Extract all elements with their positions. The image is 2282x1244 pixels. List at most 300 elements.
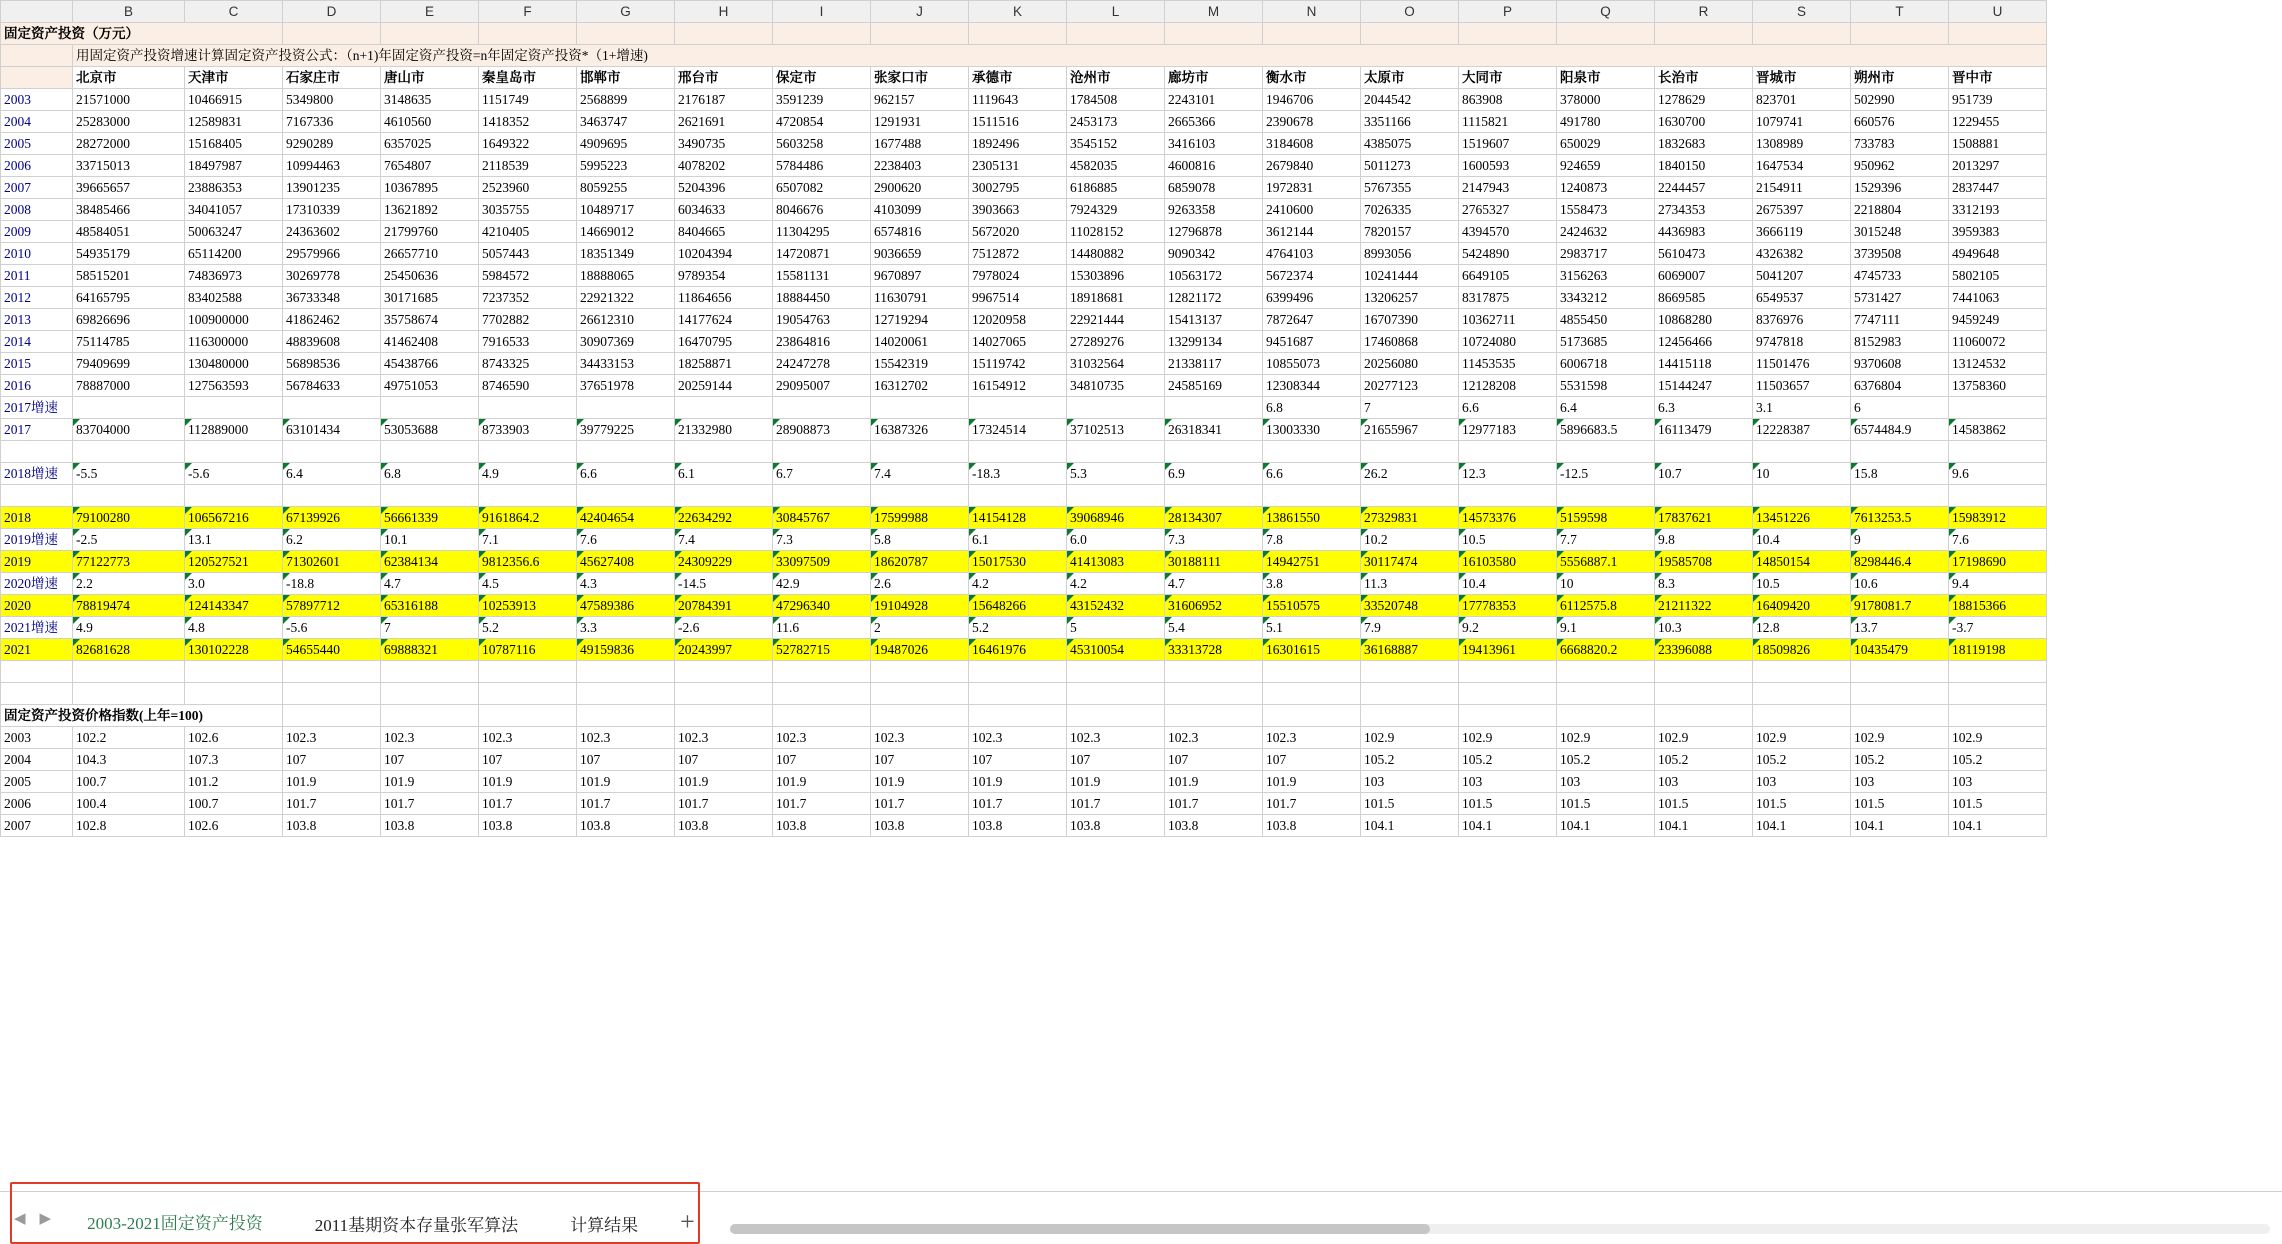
cell[interactable]: 101.7	[283, 793, 381, 815]
cell[interactable]: 7.6	[1949, 529, 2047, 551]
row-label[interactable]: 2019	[1, 551, 73, 573]
cell[interactable]: 78887000	[73, 375, 185, 397]
cell[interactable]: 10.1	[381, 529, 479, 551]
cell[interactable]: 101.5	[1557, 793, 1655, 815]
cell[interactable]: -12.5	[1557, 463, 1655, 485]
cell[interactable]: 101.9	[675, 771, 773, 793]
cell[interactable]: 24363602	[283, 221, 381, 243]
cell[interactable]: 8298446.4	[1851, 551, 1949, 573]
cell[interactable]: 54935179	[73, 243, 185, 265]
cell[interactable]: 34810735	[1067, 375, 1165, 397]
cell[interactable]: 9161864.2	[479, 507, 577, 529]
cell[interactable]: 9263358	[1165, 199, 1263, 221]
cell[interactable]: 7654807	[381, 155, 479, 177]
cell[interactable]: 2118539	[479, 155, 577, 177]
cell[interactable]: 12228387	[1753, 419, 1851, 441]
cell[interactable]: 15648266	[969, 595, 1067, 617]
cell[interactable]: 8046676	[773, 199, 871, 221]
cell[interactable]: 39665657	[73, 177, 185, 199]
cell[interactable]: 7.6	[577, 529, 675, 551]
empty-cell[interactable]	[871, 441, 969, 463]
cell[interactable]: 103.8	[479, 815, 577, 837]
cell[interactable]: 8152983	[1851, 331, 1949, 353]
cell[interactable]: 3416103	[1165, 133, 1263, 155]
cell[interactable]: 1229455	[1949, 111, 2047, 133]
empty-cell[interactable]	[479, 661, 577, 683]
column-header-B[interactable]: B	[73, 1, 185, 23]
cell[interactable]: 107	[969, 749, 1067, 771]
cell[interactable]: 16301615	[1263, 639, 1361, 661]
cell[interactable]: 16387326	[871, 419, 969, 441]
cell[interactable]: 6399496	[1263, 287, 1361, 309]
empty-cell[interactable]	[1067, 23, 1165, 45]
empty-cell[interactable]	[479, 485, 577, 507]
sheet-tabs[interactable]	[61, 1206, 664, 1244]
column-header-I[interactable]: I	[773, 1, 871, 23]
cell[interactable]: 1892496	[969, 133, 1067, 155]
cell[interactable]: 102.3	[1263, 727, 1361, 749]
cell[interactable]: 4745733	[1851, 265, 1949, 287]
cell[interactable]: 1630700	[1655, 111, 1753, 133]
cell[interactable]: 2765327	[1459, 199, 1557, 221]
cell[interactable]: 5424890	[1459, 243, 1557, 265]
empty-cell[interactable]	[1361, 661, 1459, 683]
cell[interactable]: 104.1	[1949, 815, 2047, 837]
cell[interactable]: 9290289	[283, 133, 381, 155]
cell[interactable]: 101.5	[1655, 793, 1753, 815]
cell[interactable]: 6	[1851, 397, 1949, 419]
cell[interactable]: 1511516	[969, 111, 1067, 133]
cell[interactable]: 16113479	[1655, 419, 1753, 441]
cell[interactable]: 4326382	[1753, 243, 1851, 265]
cell[interactable]: 14177624	[675, 309, 773, 331]
prev-sheet-icon[interactable]: ◀	[14, 1210, 26, 1227]
cell[interactable]: 4.5	[479, 573, 577, 595]
empty-cell[interactable]	[1361, 441, 1459, 463]
cell[interactable]: 4600816	[1165, 155, 1263, 177]
cell[interactable]: 28908873	[773, 419, 871, 441]
cell[interactable]: 4855450	[1557, 309, 1655, 331]
cell[interactable]: 26612310	[577, 309, 675, 331]
cell[interactable]: 5784486	[773, 155, 871, 177]
cell[interactable]: 105.2	[1459, 749, 1557, 771]
cell[interactable]: 13451226	[1753, 507, 1851, 529]
cell[interactable]: 14573376	[1459, 507, 1557, 529]
cell[interactable]: 6376804	[1851, 375, 1949, 397]
cell[interactable]: 21211322	[1655, 595, 1753, 617]
cell[interactable]	[871, 397, 969, 419]
cell[interactable]: 79100280	[73, 507, 185, 529]
cell[interactable]: 1840150	[1655, 155, 1753, 177]
cell[interactable]: 107	[1067, 749, 1165, 771]
cell[interactable]: 101.7	[381, 793, 479, 815]
cell[interactable]: 6668820.2	[1557, 639, 1655, 661]
cell[interactable]: 107	[381, 749, 479, 771]
row-label[interactable]: 2021	[1, 639, 73, 661]
empty-cell[interactable]	[1, 485, 73, 507]
cell[interactable]: 3035755	[479, 199, 577, 221]
cell[interactable]: 101.2	[185, 771, 283, 793]
cell[interactable]: 21655967	[1361, 419, 1459, 441]
empty-cell[interactable]	[1459, 485, 1557, 507]
cell[interactable]: 23864816	[773, 331, 871, 353]
cell[interactable]: 63101434	[283, 419, 381, 441]
cell[interactable]: 101.5	[1361, 793, 1459, 815]
cell[interactable]: 16461976	[969, 639, 1067, 661]
cell[interactable]: 31606952	[1165, 595, 1263, 617]
cell[interactable]: -18.8	[283, 573, 381, 595]
cell[interactable]: 101.7	[969, 793, 1067, 815]
cell[interactable]: 1079741	[1753, 111, 1851, 133]
row-label[interactable]: 2016	[1, 375, 73, 397]
empty-cell[interactable]	[1067, 661, 1165, 683]
cell[interactable]: 103	[1753, 771, 1851, 793]
horizontal-scrollbar-thumb[interactable]	[730, 1224, 1430, 1234]
cell[interactable]: 9812356.6	[479, 551, 577, 573]
cell[interactable]	[1949, 397, 2047, 419]
cell[interactable]: 103.8	[675, 815, 773, 837]
cell[interactable]: 6186885	[1067, 177, 1165, 199]
cell[interactable]: 36168887	[1361, 639, 1459, 661]
cell[interactable]: 100900000	[185, 309, 283, 331]
cell[interactable]: 7916533	[479, 331, 577, 353]
cell[interactable]: 5349800	[283, 89, 381, 111]
row-label[interactable]: 2020增速	[1, 573, 73, 595]
empty-cell[interactable]	[283, 23, 381, 45]
cell[interactable]: 101.9	[773, 771, 871, 793]
cell[interactable]: 49751053	[381, 375, 479, 397]
empty-cell[interactable]	[1067, 441, 1165, 463]
empty-cell[interactable]	[1557, 485, 1655, 507]
cell[interactable]: 2238403	[871, 155, 969, 177]
cell[interactable]: 3156263	[1557, 265, 1655, 287]
empty-cell[interactable]	[1753, 661, 1851, 683]
cell[interactable]: 7.3	[773, 529, 871, 551]
cell[interactable]: 15168405	[185, 133, 283, 155]
cell[interactable]: 21332980	[675, 419, 773, 441]
cell[interactable]: 18497987	[185, 155, 283, 177]
cell[interactable]: 41862462	[283, 309, 381, 331]
cell[interactable]	[969, 397, 1067, 419]
empty-cell[interactable]	[1459, 23, 1557, 45]
cell[interactable]: 36733348	[283, 287, 381, 309]
cell[interactable]: 21571000	[73, 89, 185, 111]
cell[interactable]: 18884450	[773, 287, 871, 309]
cell[interactable]: 9036659	[871, 243, 969, 265]
cell[interactable]: 12020958	[969, 309, 1067, 331]
cell[interactable]: 5159598	[1557, 507, 1655, 529]
empty-cell[interactable]	[1263, 485, 1361, 507]
cell[interactable]: 48584051	[73, 221, 185, 243]
cell[interactable]: 64165795	[73, 287, 185, 309]
cell[interactable]: 18351349	[577, 243, 675, 265]
cell[interactable]: 4.3	[577, 573, 675, 595]
cell[interactable]: 2013297	[1949, 155, 2047, 177]
cell[interactable]: 103.8	[283, 815, 381, 837]
cell[interactable]: 3312193	[1949, 199, 2047, 221]
cell[interactable]: 9747818	[1753, 331, 1851, 353]
cell[interactable]: 102.6	[185, 815, 283, 837]
cell[interactable]: -5.6	[185, 463, 283, 485]
cell[interactable]: 26318341	[1165, 419, 1263, 441]
empty-cell[interactable]	[1949, 683, 2047, 705]
cell[interactable]: 7872647	[1263, 309, 1361, 331]
cell[interactable]: 101.7	[479, 793, 577, 815]
cell[interactable]: 17599988	[871, 507, 969, 529]
row-label[interactable]: 2015	[1, 353, 73, 375]
cell[interactable]: 3.8	[1263, 573, 1361, 595]
cell[interactable]: 13621892	[381, 199, 479, 221]
next-sheet-icon[interactable]: ▶	[39, 1210, 52, 1227]
cell[interactable]: 101.7	[1165, 793, 1263, 815]
cell[interactable]: 62384134	[381, 551, 479, 573]
cell[interactable]: 102.9	[1655, 727, 1753, 749]
cell[interactable]: 5.2	[969, 617, 1067, 639]
empty-cell[interactable]	[969, 23, 1067, 45]
cell[interactable]: 3739508	[1851, 243, 1949, 265]
cell[interactable]: 5057443	[479, 243, 577, 265]
cell[interactable]: 4394570	[1459, 221, 1557, 243]
cell[interactable]: 71302601	[283, 551, 381, 573]
cell[interactable]: 19054763	[773, 309, 871, 331]
cell[interactable]: 6.6	[577, 463, 675, 485]
cell[interactable]: 13901235	[283, 177, 381, 199]
empty-cell[interactable]	[1753, 23, 1851, 45]
cell[interactable]: 120527521	[185, 551, 283, 573]
cell[interactable]: 1647534	[1753, 155, 1851, 177]
cell[interactable]: 7.4	[871, 463, 969, 485]
cell[interactable]: 4720854	[773, 111, 871, 133]
cell[interactable]: 16312702	[871, 375, 969, 397]
cell[interactable]: 4.9	[479, 463, 577, 485]
cell[interactable]: 10724080	[1459, 331, 1557, 353]
row-label[interactable]: 2008	[1, 199, 73, 221]
cell[interactable]: 53053688	[381, 419, 479, 441]
empty-cell[interactable]	[577, 485, 675, 507]
cell[interactable]: 5531598	[1557, 375, 1655, 397]
cell[interactable]: 11864656	[675, 287, 773, 309]
cell[interactable]: 23396088	[1655, 639, 1753, 661]
cell[interactable]: 12.8	[1753, 617, 1851, 639]
cell[interactable]: 5603258	[773, 133, 871, 155]
cell[interactable]: 19487026	[871, 639, 969, 661]
cell[interactable]: 103	[1851, 771, 1949, 793]
empty-cell[interactable]	[1459, 705, 1557, 727]
cell[interactable]: 1558473	[1557, 199, 1655, 221]
empty-cell[interactable]	[675, 683, 773, 705]
cell[interactable]: 14942751	[1263, 551, 1361, 573]
cell[interactable]: 2243101	[1165, 89, 1263, 111]
row-label[interactable]: 2019增速	[1, 529, 73, 551]
cell[interactable]: 2523960	[479, 177, 577, 199]
cell[interactable]: 6507082	[773, 177, 871, 199]
cell[interactable]: 17778353	[1459, 595, 1557, 617]
sheet-tab-2[interactable]: 计算结果	[570, 1216, 639, 1235]
cell[interactable]: 14020061	[871, 331, 969, 353]
cell[interactable]: 2244457	[1655, 177, 1753, 199]
cell[interactable]	[479, 397, 577, 419]
cell[interactable]: 33097509	[773, 551, 871, 573]
cell[interactable]: 16154912	[969, 375, 1067, 397]
cell[interactable]: 3148635	[381, 89, 479, 111]
cell[interactable]: 14720871	[773, 243, 871, 265]
empty-cell[interactable]	[871, 683, 969, 705]
cell[interactable]: 5173685	[1557, 331, 1655, 353]
empty-cell[interactable]	[675, 23, 773, 45]
cell[interactable]: 1784508	[1067, 89, 1165, 111]
cell[interactable]: 101.9	[381, 771, 479, 793]
cell[interactable]: 107	[479, 749, 577, 771]
sheet-tab-bar[interactable]	[0, 1191, 2282, 1244]
cell[interactable]: 2218804	[1851, 199, 1949, 221]
empty-cell[interactable]	[479, 441, 577, 463]
empty-cell[interactable]	[1459, 441, 1557, 463]
cell[interactable]: 5011273	[1361, 155, 1459, 177]
cell[interactable]: 103.8	[577, 815, 675, 837]
empty-cell[interactable]	[185, 661, 283, 683]
cell[interactable]: 3545152	[1067, 133, 1165, 155]
cell[interactable]: 100.4	[73, 793, 185, 815]
cell[interactable]: 1508881	[1949, 133, 2047, 155]
empty-cell[interactable]	[675, 441, 773, 463]
cell[interactable]: 107	[577, 749, 675, 771]
empty-cell[interactable]	[1165, 23, 1263, 45]
cell[interactable]: 101.7	[1263, 793, 1361, 815]
cell[interactable]: 7512872	[969, 243, 1067, 265]
empty-cell[interactable]	[1655, 683, 1753, 705]
row-label[interactable]: 2013	[1, 309, 73, 331]
cell[interactable]: 101.9	[577, 771, 675, 793]
cell[interactable]: 82681628	[73, 639, 185, 661]
cell[interactable]: 6859078	[1165, 177, 1263, 199]
empty-cell[interactable]	[1263, 23, 1361, 45]
cell[interactable]: 11501476	[1753, 353, 1851, 375]
empty-cell[interactable]	[969, 705, 1067, 727]
column-header-G[interactable]: G	[577, 1, 675, 23]
cell[interactable]: 650029	[1557, 133, 1655, 155]
cell[interactable]: 10563172	[1165, 265, 1263, 287]
cell[interactable]: 7.4	[675, 529, 773, 551]
cell[interactable]: 35758674	[381, 309, 479, 331]
empty-cell[interactable]	[73, 441, 185, 463]
cell[interactable]: 4.9	[73, 617, 185, 639]
cell[interactable]: 9178081.7	[1851, 595, 1949, 617]
cell[interactable]: 6069007	[1655, 265, 1753, 287]
cell[interactable]: 33520748	[1361, 595, 1459, 617]
row-label[interactable]: 2007	[1, 177, 73, 199]
cell[interactable]: 2176187	[675, 89, 773, 111]
cell[interactable]: 101.7	[871, 793, 969, 815]
empty-cell[interactable]	[1949, 485, 2047, 507]
cell[interactable]: 104.1	[1361, 815, 1459, 837]
row-label[interactable]: 2021增速	[1, 617, 73, 639]
cell[interactable]: 5802105	[1949, 265, 2047, 287]
cell[interactable]: 56784633	[283, 375, 381, 397]
empty-cell[interactable]	[1655, 705, 1753, 727]
cell[interactable]: 103	[1655, 771, 1753, 793]
empty-cell[interactable]	[1, 661, 73, 683]
cell[interactable]: 7.1	[479, 529, 577, 551]
cell[interactable]: 20277123	[1361, 375, 1459, 397]
cell[interactable]: 1600593	[1459, 155, 1557, 177]
empty-cell[interactable]	[73, 661, 185, 683]
cell[interactable]: 15119742	[969, 353, 1067, 375]
empty-cell[interactable]	[1949, 441, 2047, 463]
empty-cell[interactable]	[577, 683, 675, 705]
row-label[interactable]: 2006	[1, 155, 73, 177]
cell[interactable]: 10204394	[675, 243, 773, 265]
cell[interactable]: 4210405	[479, 221, 577, 243]
empty-cell[interactable]	[1753, 705, 1851, 727]
cell[interactable]: 83402588	[185, 287, 283, 309]
cell[interactable]: 13.7	[1851, 617, 1949, 639]
cell[interactable]: 15017530	[969, 551, 1067, 573]
cell[interactable]: 4.7	[381, 573, 479, 595]
cell[interactable]: 10253913	[479, 595, 577, 617]
empty-cell[interactable]	[381, 683, 479, 705]
cell[interactable]: 103.8	[871, 815, 969, 837]
cell[interactable]: 27289276	[1067, 331, 1165, 353]
cell[interactable]: 491780	[1557, 111, 1655, 133]
cell[interactable]: 6.4	[283, 463, 381, 485]
cell[interactable]: 2453173	[1067, 111, 1165, 133]
cell[interactable]: 78819474	[73, 595, 185, 617]
cell[interactable]: 6549537	[1753, 287, 1851, 309]
cell[interactable]: 58515201	[73, 265, 185, 287]
cell[interactable]	[73, 397, 185, 419]
cell[interactable]: 14415118	[1655, 353, 1753, 375]
cell[interactable]: 24309229	[675, 551, 773, 573]
cell[interactable]: 103	[1459, 771, 1557, 793]
empty-cell[interactable]	[577, 661, 675, 683]
empty-cell[interactable]	[185, 441, 283, 463]
cell[interactable]: 502990	[1851, 89, 1949, 111]
cell[interactable]: 10.4	[1459, 573, 1557, 595]
row-label[interactable]: 2018增速	[1, 463, 73, 485]
empty-cell[interactable]	[185, 485, 283, 507]
cell[interactable]: -18.3	[969, 463, 1067, 485]
empty-cell[interactable]	[773, 23, 871, 45]
cell[interactable]: 9459249	[1949, 309, 2047, 331]
cell[interactable]: 10466915	[185, 89, 283, 111]
cell[interactable]: 1677488	[871, 133, 969, 155]
cell[interactable]: 4.2	[1067, 573, 1165, 595]
row-label[interactable]: 2003	[1, 89, 73, 111]
empty-cell[interactable]	[1851, 661, 1949, 683]
cell[interactable]: 42404654	[577, 507, 675, 529]
cell[interactable]: 34041057	[185, 199, 283, 221]
cell[interactable]: 16707390	[1361, 309, 1459, 331]
empty-cell[interactable]	[1655, 23, 1753, 45]
cell[interactable]: 57897712	[283, 595, 381, 617]
cell[interactable]: 26657710	[381, 243, 479, 265]
cell[interactable]: 6649105	[1459, 265, 1557, 287]
cell[interactable]: 10435479	[1851, 639, 1949, 661]
cell[interactable]: 8059255	[577, 177, 675, 199]
cell[interactable]	[773, 397, 871, 419]
cell[interactable]: 101.5	[1851, 793, 1949, 815]
cell[interactable]: 4103099	[871, 199, 969, 221]
cell[interactable]: 2	[871, 617, 969, 639]
column-header-Q[interactable]: Q	[1557, 1, 1655, 23]
cell[interactable]: 1291931	[871, 111, 969, 133]
empty-cell[interactable]	[1361, 485, 1459, 507]
cell[interactable]: 733783	[1851, 133, 1949, 155]
cell[interactable]: 5.4	[1165, 617, 1263, 639]
cell[interactable]: 105.2	[1753, 749, 1851, 771]
column-header-E[interactable]: E	[381, 1, 479, 23]
empty-cell[interactable]	[577, 23, 675, 45]
